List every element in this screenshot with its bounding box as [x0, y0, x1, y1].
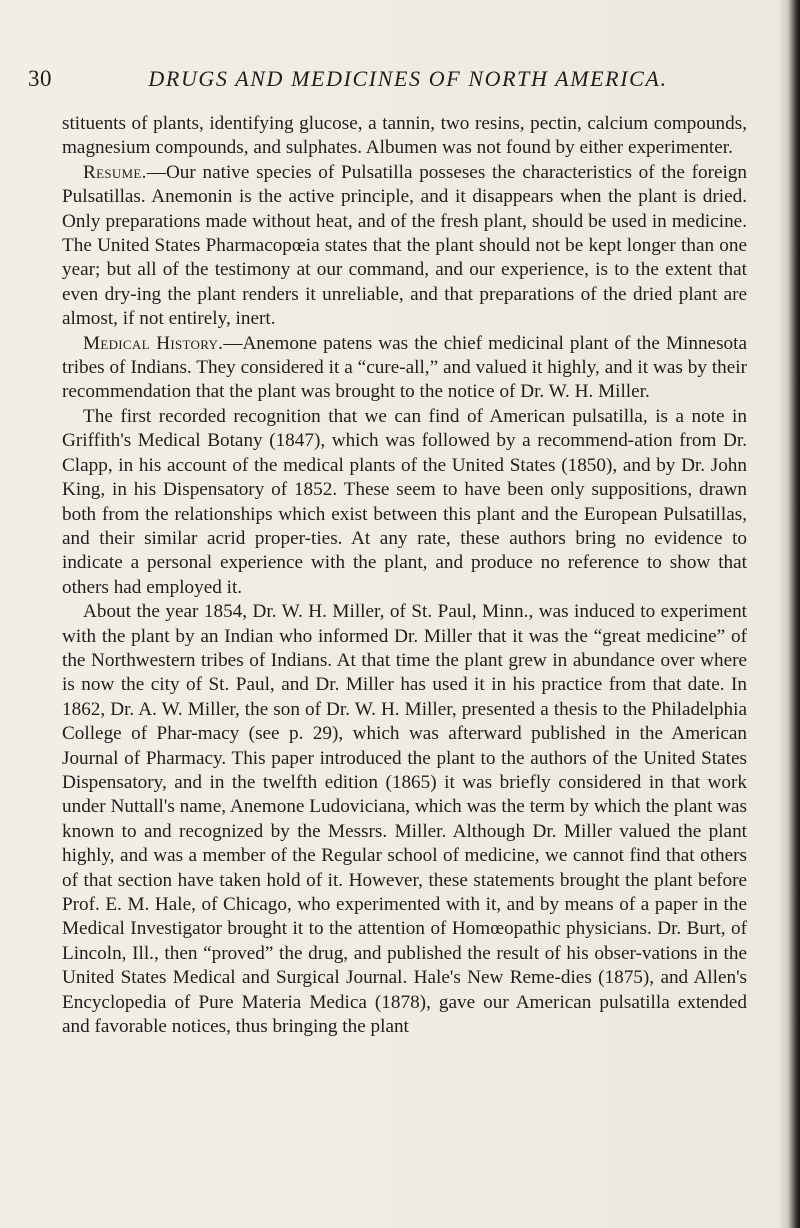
paragraph-resume — [62, 161, 747, 332]
paragraph-text: —Anemone patens was the chief medicinal plant of the Minnesota tribes of Indians. They considered it a “cure-all,” and valued it highly, and it was by their recommendation that the plant was brought to the notice of Dr. W. H. Miller. — [62, 332, 747, 403]
body-text — [62, 112, 747, 1039]
paragraph-text: About the year 1854, Dr. W. H. Miller, of St. Paul, Minn., was induced to experiment with the plant by an Indian who informed Dr. Miller that it was the “great medicine” of the Northwestern tribes of Indians. At that time the plant grew in abundance over where is now the city of St. Paul, and Dr. Miller has used it in his practice from that date. In 1862, Dr. A. W. Miller, the son of Dr. W. H. Miller, presented a thesis to the Philadelphia College of Phar-macy (see p. 29), which was afterward published in the American Journal of Pharmacy. This paper introduced the plant to the authors of the United States Dispensatory, and in the twelfth edition (1865) it was briefly considered in that work under Nuttall's name, Anemone Ludoviciana, which was the term by which the plant was known to and recognized by the Messrs. Miller. Although Dr. Miller valued the plant highly, and was a member of the Regular school of medicine, we cannot find that others of that section have taken hold of it. However, these statements brought the plant before Prof. E. M. Hale, of Chicago, who experimented with it, and by means of a paper in the Medical Investigator brought it to the attention of Homœopathic physicians. Dr. Burt, of Lincoln, Ill., then “proved” the drug, and published the result of his obser-vations in the United States Medical and Surgical Journal. Hale's New Reme-dies (1875), and Allen's Encyclopedia of Pure Materia Medica (1878), gave our American pulsatilla extended and favorable notices, thus bringing the plant — [62, 601, 747, 1038]
paragraph-text: —Our native species of Pulsatilla posseses the characteristics of the foreign Pulsatillas. Anemonin is the active principle, and it disappears when the plant is dried. Only preparations made without heat, and of the fresh plant, should be used in medicine. The United States Pharmacopœia states that the plant should not be kept longer than one year; but all of the testimony at our command, and our experience, is to the extent that even dry-ing the plant renders it unreliable, and that preparations of the dried plant are almost, if not entirely, inert. — [62, 161, 747, 330]
section-lead-medical-history: Medical History. — [83, 332, 224, 354]
page-number: 30 — [28, 66, 52, 91]
page-header — [28, 66, 748, 100]
paragraph-medical-history — [62, 332, 747, 405]
running-title: DRUGS AND MEDICINES OF NORTH AMERICA. — [148, 66, 668, 91]
paragraph-continuation — [62, 112, 747, 161]
paragraph-first-recognition — [62, 405, 747, 600]
paragraph-text: stituents of plants, identifying glucose, a tannin, two resins, pectin, calcium compounds, magnesium compounds, and sulphates. Albumen was not found by either experimenter. — [62, 113, 747, 159]
paragraph-text: The first recorded recognition that we can find of American pulsatilla, is a note in Griffith's Medical Botany (1847), which was followed by a recommend-ation from Dr. Clapp, in his account of the medical plants of the United States (1850), and by Dr. John King, in his Dispensatory of 1852. These seem to have been only suppositions, drawn both from the relationships which exist between this plant and the European Pulsatillas, and their similar acrid proper-ties. At any rate, these authors bring no evidence to indicate a personal experience with the plant, and produce no reference to show that others had employed it. — [62, 405, 747, 598]
paragraph-miller-history — [62, 600, 747, 1039]
section-lead-resume: Resume. — [83, 161, 147, 183]
page-edge-shadow — [778, 0, 800, 1228]
